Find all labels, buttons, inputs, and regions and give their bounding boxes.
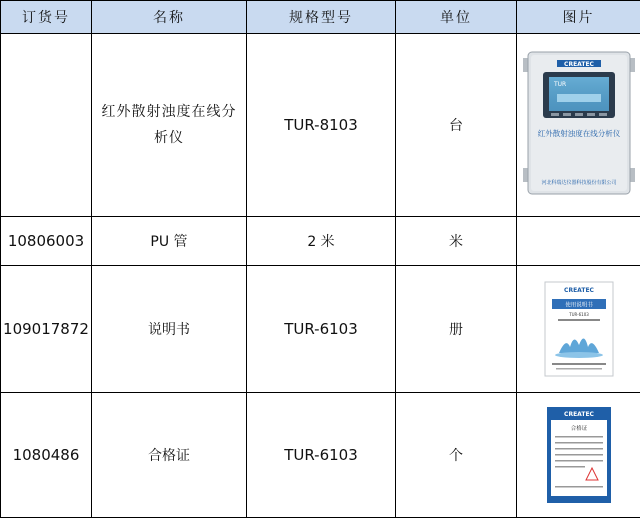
header-unit: 单位 (396, 1, 517, 34)
header-name: 名称 (92, 1, 247, 34)
manual-booklet-icon (544, 281, 614, 377)
table-row (1, 393, 640, 518)
cert-brand: CREATEC (563, 411, 594, 418)
device-footer: 河北科瑞达仪器科技股份有限公司 (540, 180, 617, 186)
certificate-card-icon (546, 406, 612, 504)
order-no-cell (1, 34, 92, 217)
cert-title: 合格证 (570, 426, 587, 432)
unit-cell: 台 (396, 34, 517, 217)
manual-subtitle: TUR-6103 (568, 312, 589, 317)
unit-cell: 个 (396, 393, 517, 518)
analyzer-device-icon (521, 50, 637, 200)
picture-cell (517, 34, 640, 217)
model-cell: TUR-6103 (247, 266, 396, 393)
header-model: 规格型号 (247, 1, 396, 34)
unit-cell: 米 (396, 217, 517, 266)
order-no-cell: 109017872 (1, 266, 92, 393)
header-picture: 图片 (517, 1, 640, 34)
model-cell: TUR-8103 (247, 34, 396, 217)
order-no-cell: 1080486 (1, 393, 92, 518)
unit-cell: 册 (396, 266, 517, 393)
table-row (1, 266, 640, 393)
name-cell: PU 管 (92, 217, 247, 266)
picture-cell (517, 266, 640, 393)
table-row (1, 217, 640, 266)
screen-label: TUR (553, 81, 566, 88)
manual-title: 使用说明书 (564, 302, 593, 309)
model-cell: TUR-6103 (247, 393, 396, 518)
header-row (1, 1, 640, 34)
picture-cell (517, 217, 640, 266)
name-cell: 说明书 (92, 266, 247, 393)
table-row (1, 34, 640, 217)
header-order-no: 订货号 (1, 1, 92, 34)
picture-cell (517, 393, 640, 518)
brand-label: CREATEC (563, 61, 594, 68)
model-cell: 2 米 (247, 217, 396, 266)
device-caption: 红外散射浊度在线分析仪 (537, 129, 620, 138)
order-no-cell: 10806003 (1, 217, 92, 266)
name-cell: 红外散射浊度在线分析仪 (92, 34, 247, 217)
manual-brand: CREATEC (563, 287, 594, 294)
name-cell: 合格证 (92, 393, 247, 518)
